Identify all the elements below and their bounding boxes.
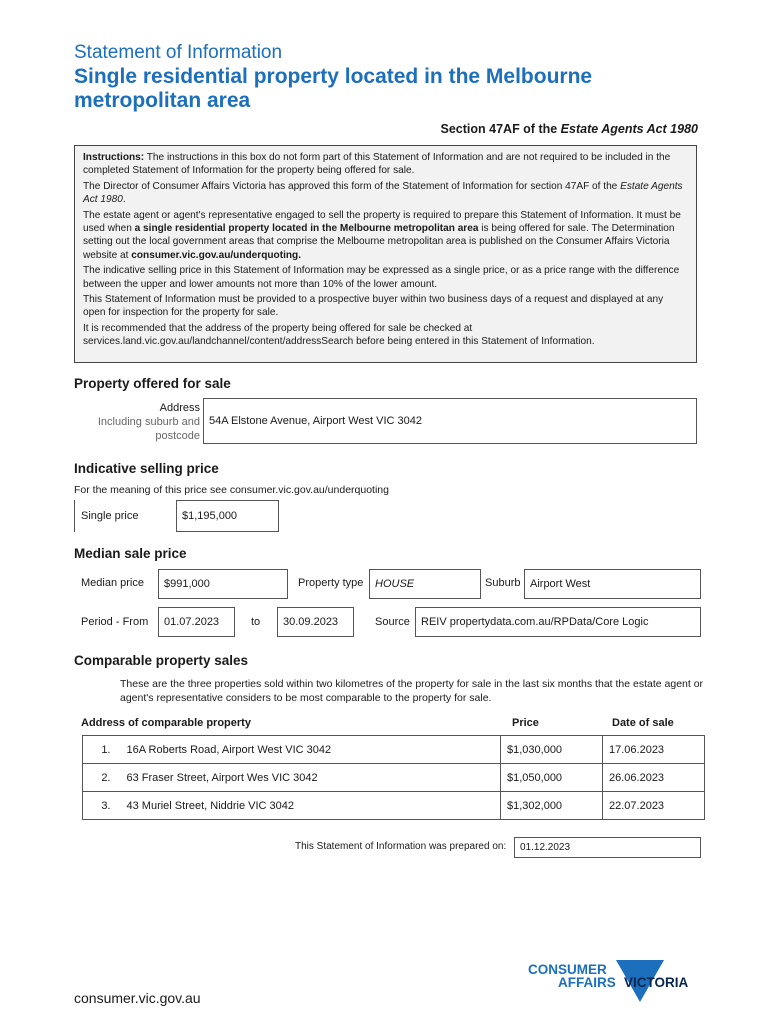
period-to-field[interactable]: 30.09.2023 bbox=[277, 607, 354, 637]
prepared-on-field[interactable]: 01.12.2023 bbox=[514, 837, 701, 858]
instructions-text-3a: The estate agent or agent's representative engaged to sell the property is required to prepare this Statement of Information. It must be used when bbox=[83, 209, 681, 235]
single-price-divider bbox=[74, 500, 75, 532]
comparable-address[interactable]: 63 Fraser Street, Airport Wes VIC 3042 bbox=[121, 764, 501, 792]
property-address-field[interactable]: 54A Elstone Avenue, Airport West VIC 3042 bbox=[203, 398, 697, 444]
section-reference-act: Estate Agents Act 1980 bbox=[560, 122, 698, 136]
logo-graphic bbox=[528, 958, 703, 1006]
column-header-price: Price bbox=[512, 717, 539, 729]
instructions-paragraph-4: The indicative selling price in this Statement of Information may be expressed as a single price, or as a price range with the difference between the upper and lower amounts not more than 10% of the lower amount. bbox=[83, 265, 680, 290]
suburb-field[interactable]: Airport West bbox=[524, 569, 701, 599]
footer-url[interactable]: consumer.vic.gov.au bbox=[74, 990, 201, 1006]
instructions-text-2: The Director of Consumer Affairs Victoria has approved this form of the Statement of Information for section 47AF of the bbox=[83, 180, 621, 192]
instructions-box bbox=[74, 145, 697, 363]
comparable-date[interactable]: 26.06.2023 bbox=[603, 764, 705, 792]
logo-text-affairs: AFFAIRS bbox=[558, 975, 616, 990]
address-label-line2: Including suburb and bbox=[97, 416, 200, 428]
comparable-price[interactable]: $1,050,000 bbox=[501, 764, 603, 792]
single-price-field[interactable]: $1,195,000 bbox=[176, 500, 279, 532]
instructions-paragraph-1 bbox=[83, 151, 688, 178]
single-price-label: Single price bbox=[81, 510, 139, 522]
property-heading: Property offered for sale bbox=[74, 376, 231, 391]
comparable-heading: Comparable property sales bbox=[74, 653, 249, 668]
indicative-note: For the meaning of this price see consumer.vic.gov.au/underquoting bbox=[74, 484, 389, 496]
comparable-price[interactable]: $1,302,000 bbox=[501, 792, 603, 820]
table-row bbox=[83, 792, 705, 820]
row-number: 1. bbox=[83, 736, 121, 764]
row-number: 2. bbox=[83, 764, 121, 792]
source-label: Source bbox=[375, 616, 410, 628]
instructions-paragraph-2 bbox=[83, 180, 688, 207]
instructions-text-1: The instructions in this box do not form part of this Statement of Information and are not required to be included in the completed Statement of Information for the property being offered for sale. bbox=[83, 152, 671, 177]
instructions-act: Estate Agents Act 1980 bbox=[83, 180, 683, 206]
median-price-field[interactable]: $991,000 bbox=[158, 569, 288, 599]
comparable-address[interactable]: 43 Muriel Street, Niddrie VIC 3042 bbox=[121, 792, 501, 820]
consumer-affairs-victoria-logo bbox=[528, 958, 703, 1011]
address-label-line1: Address bbox=[159, 402, 200, 414]
period-from-field[interactable]: 01.07.2023 bbox=[158, 607, 235, 637]
section-reference bbox=[441, 122, 698, 136]
instructions-text-3c: is being offered for sale. The Determination setting out the local government areas that comprise the Melbourne metropolitan area is published on the Consumer Affairs Victoria website at bbox=[83, 223, 675, 261]
suburb-label: Suburb bbox=[485, 577, 521, 589]
logo-text-consumer: CONSUMER bbox=[528, 962, 607, 977]
logo-text-victoria: VICTORIA bbox=[624, 975, 689, 990]
instructions-label: Instructions: bbox=[83, 152, 145, 163]
instructions-text-3b: a single residential property located in the Melbourne metropolitan area bbox=[134, 223, 479, 235]
instructions-paragraph-5: This Statement of Information must be provided to a prospective buyer within two business days of a request and displayed at any open for inspection for the property for sale. bbox=[83, 294, 664, 319]
instructions-paragraph-3 bbox=[83, 209, 688, 263]
median-heading: Median sale price bbox=[74, 546, 187, 561]
column-header-date: Date of sale bbox=[612, 717, 674, 729]
property-type-field[interactable]: HOUSE bbox=[369, 569, 481, 599]
comparable-address[interactable]: 16A Roberts Road, Airport West VIC 3042 bbox=[121, 736, 501, 764]
indicative-heading: Indicative selling price bbox=[74, 461, 219, 476]
document-title: Single residential property located in the Melbourne metropolitan area bbox=[74, 65, 593, 112]
section-reference-prefix: Section 47AF of the bbox=[440, 122, 561, 136]
comparable-date[interactable]: 17.06.2023 bbox=[603, 736, 705, 764]
comparable-price[interactable]: $1,030,000 bbox=[501, 736, 603, 764]
comparable-note: These are the three properties sold within two kilometres of the property for sale in the last six months that the estate agent or agent's representative considers to be most comparable to the property for sale. bbox=[120, 678, 704, 704]
median-price-label: Median price bbox=[81, 577, 144, 589]
instructions-paragraph-6: It is recommended that the address of the property being offered for sale be checked at services.land.vic.gov.au/landchannel/content/addressSearch before being entered in this Statement of Information. bbox=[83, 322, 595, 348]
table-row bbox=[83, 736, 705, 764]
period-to-label: to bbox=[251, 616, 261, 628]
source-field[interactable]: REIV propertydata.com.au/RPData/Core Logic bbox=[415, 607, 701, 637]
comparable-sales-table bbox=[82, 735, 705, 820]
table-row bbox=[83, 764, 705, 792]
property-type-label: Property type bbox=[298, 577, 364, 589]
instructions-link-underquoting: consumer.vic.gov.au/underquoting. bbox=[131, 249, 302, 261]
instructions-text-2-end: . bbox=[122, 194, 126, 206]
document-subtitle: Statement of Information bbox=[74, 42, 283, 63]
comparable-date[interactable]: 22.07.2023 bbox=[603, 792, 705, 820]
address-label bbox=[80, 401, 200, 443]
address-label-line3: postcode bbox=[155, 430, 200, 442]
period-from-label: Period - From bbox=[81, 616, 149, 628]
column-header-address: Address of comparable property bbox=[81, 717, 251, 729]
row-number: 3. bbox=[83, 792, 121, 820]
prepared-on-label: This Statement of Information was prepared on: bbox=[295, 841, 507, 852]
